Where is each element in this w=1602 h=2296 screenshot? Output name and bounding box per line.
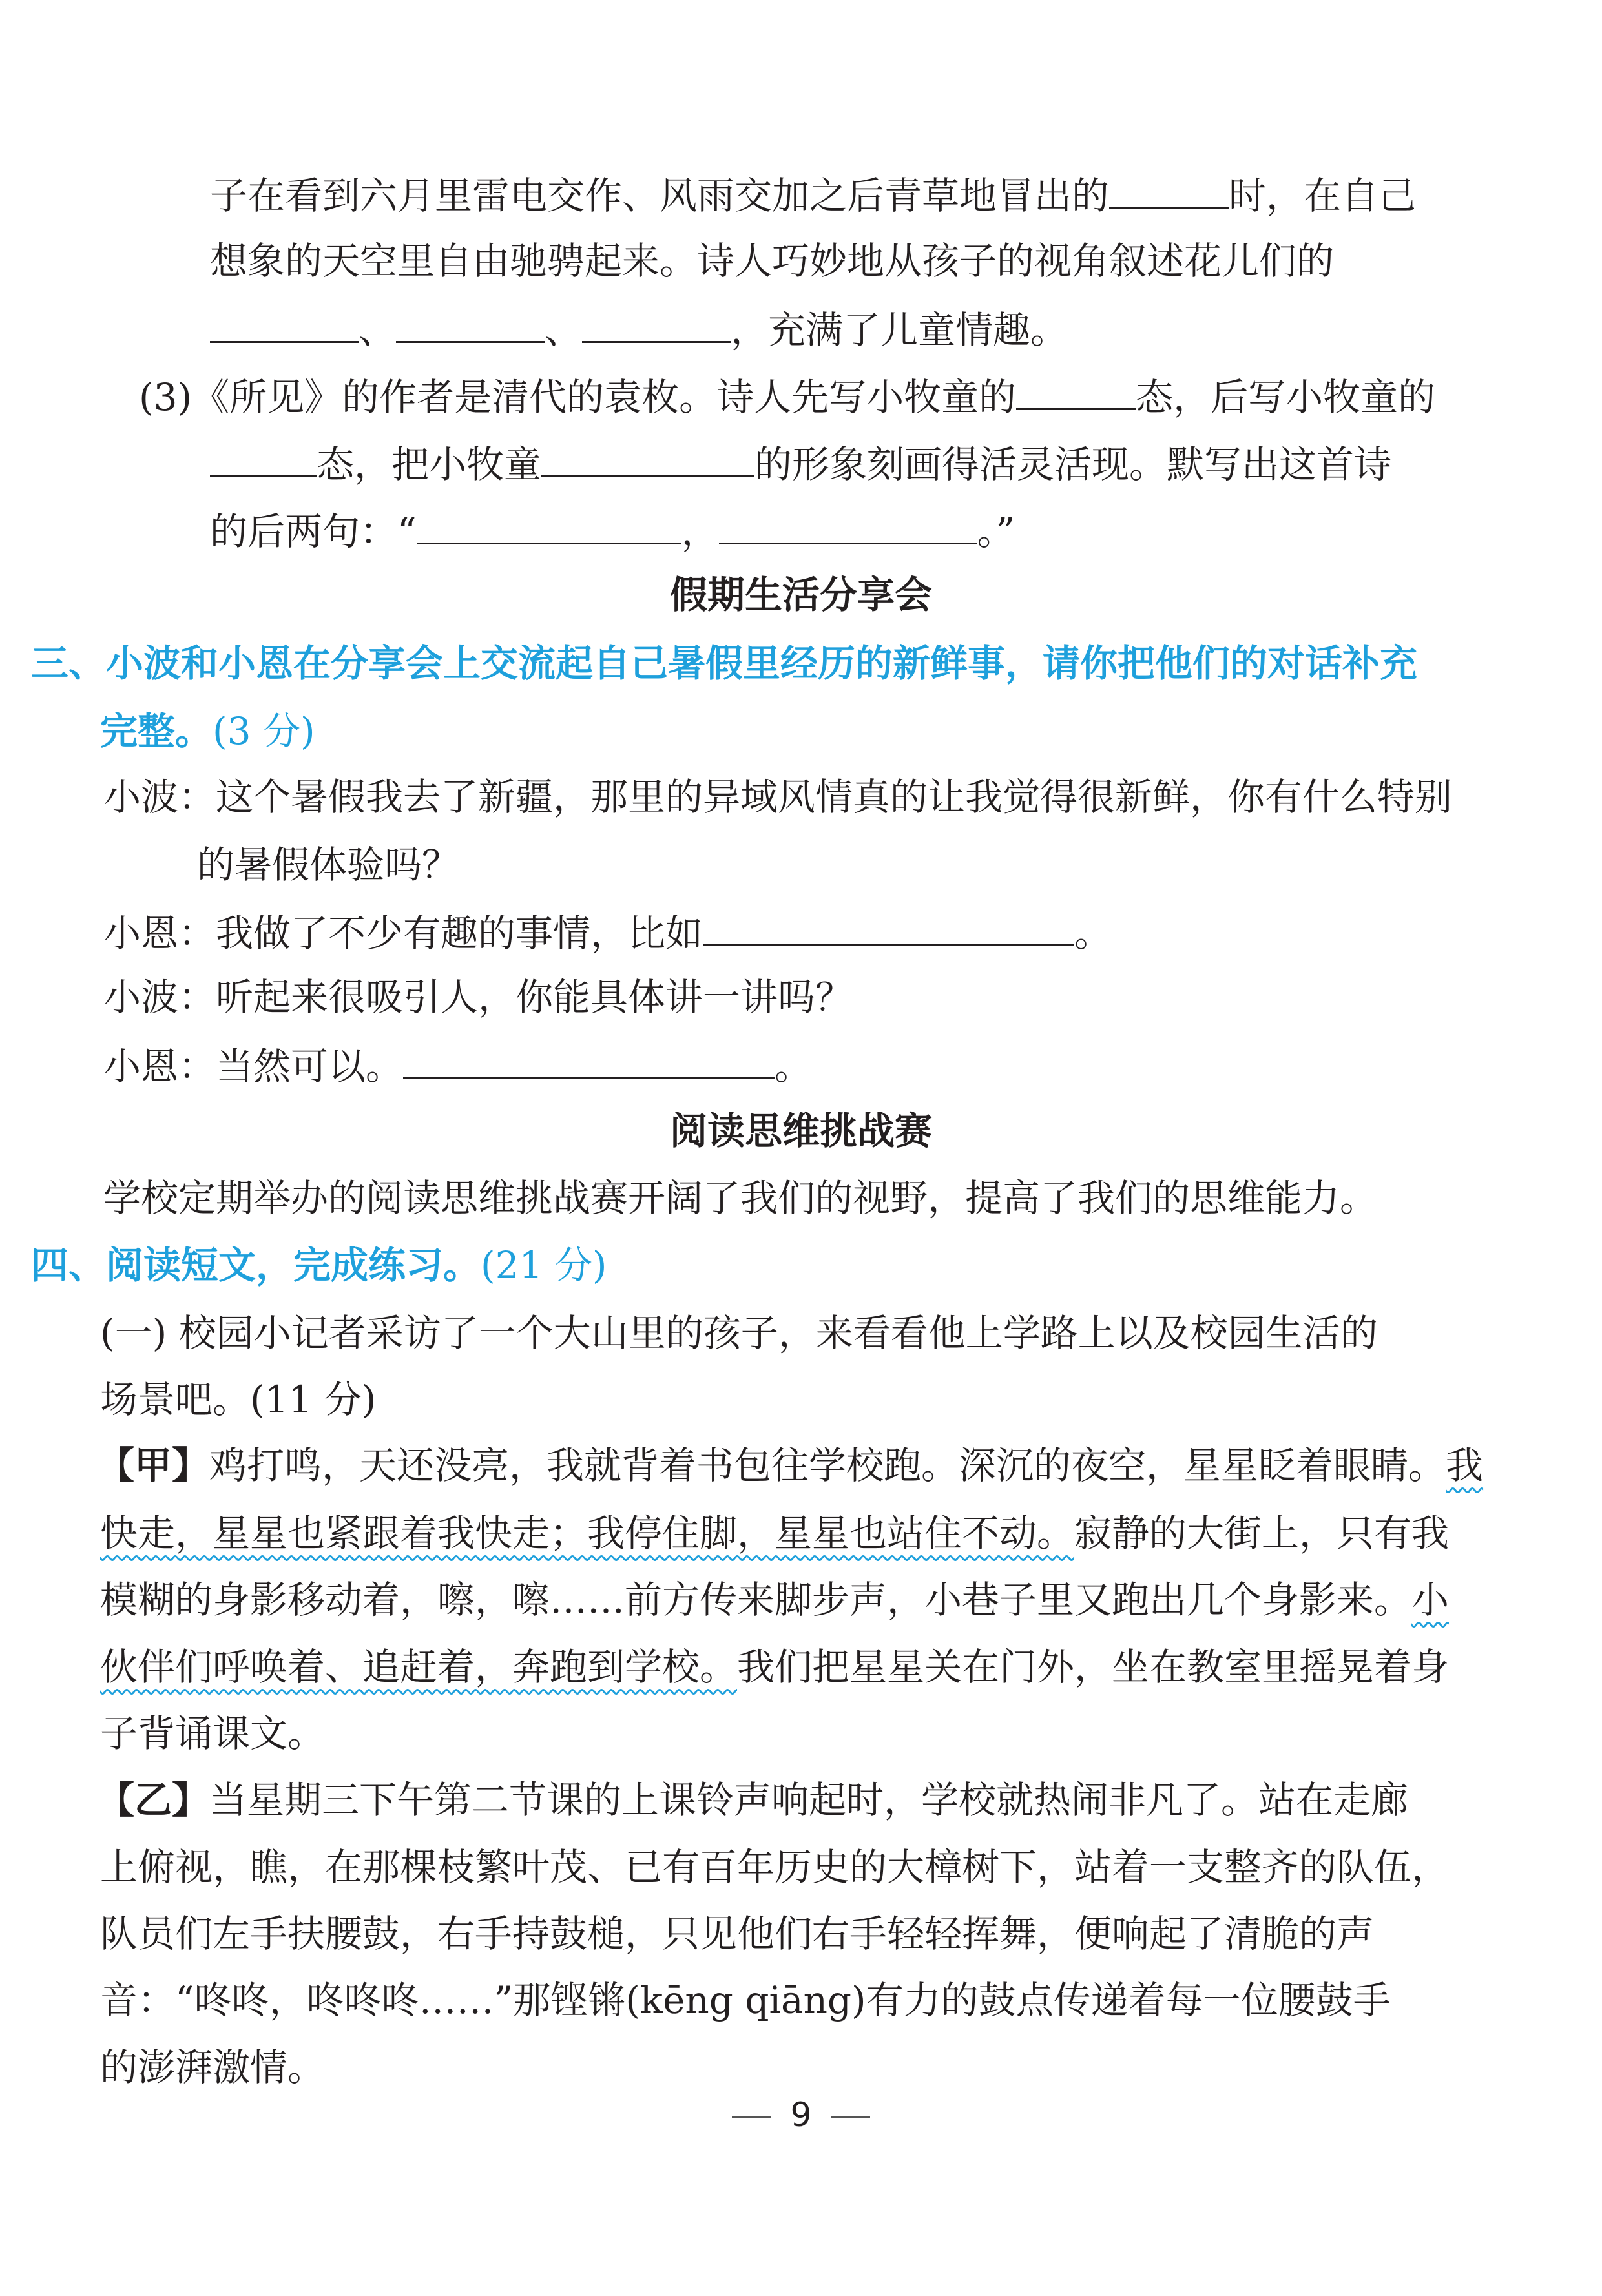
passage-yi-line: 的澎湃激情。 [100,2045,326,2089]
passage-label-yi: 【乙】 [97,1778,210,1822]
text: 时，在自己 [1229,174,1417,218]
wavy-underlined-sentence: 我 [1446,1443,1484,1487]
question-4-score: (21 分) [481,1243,607,1287]
answer-blank[interactable] [719,510,977,544]
text: (3)《所见》的作者是清代的袁枚。诗人先写小牧童的 [139,375,1017,419]
dash-decoration [831,2116,870,2118]
answer-blank[interactable] [1016,376,1136,410]
answer-blank[interactable] [396,309,545,343]
text: 态，把小牧童 [317,442,542,486]
page-number-value: 9 [790,2096,812,2135]
section-heading-reading: 阅读思维挑战赛 [669,1109,932,1153]
poem-q-line2: 想象的天空里自由驰骋起来。诗人巧妙地从孩子的视角叙述花儿们的 [210,239,1335,283]
answer-blank[interactable] [417,510,681,544]
text: 我们把星星关在门外，坐在教室里摇晃着身 [737,1645,1450,1689]
text: 的形象刻画得活灵活现。默写出这首诗 [754,442,1392,486]
dialog-line: 小波：这个暑假我去了新疆，那里的异域风情真的让我觉得很新鲜，你有什么特别 [103,775,1453,819]
text: 小恩：当然可以。 [103,1044,404,1088]
passage-yi-line: 上俯视，瞧，在那棵枝繁叶茂、已有百年历史的大樟树下，站着一支整齐的队伍， [100,1845,1450,1889]
passage-jia-line [100,1645,1450,1689]
answer-blank[interactable] [703,912,1074,946]
passage-yi-line: 音：“咚咚，咚咚咚……”那铿锵(kēng qiāng)有力的鼓点传递着每一位腰鼓手 [100,1978,1391,2022]
page-number [0,2096,1602,2135]
dialog-line: 的暑假体验吗？ [197,843,460,887]
passage-yi-line [97,1778,1409,1822]
answer-blank[interactable] [210,443,317,477]
passage-jia-line: 子背诵课文。 [100,1712,326,1755]
part1-line1: (一) 校园小记者采访了一个大山里的孩子，来看看他上学路上以及校园生活的 [100,1311,1378,1355]
answer-blank[interactable] [403,1045,775,1079]
answer-blank[interactable] [541,443,754,477]
text: 模糊的身影移动着，嚓，嚓……前方传来脚步声，小巷子里又跑出几个身影来。 [100,1578,1412,1622]
answer-blank[interactable] [1109,174,1229,209]
separator: 、 [545,308,583,352]
reading-intro: 学校定期举办的阅读思维挑战赛开阔了我们的视野，提高了我们的思维能力。 [103,1176,1378,1220]
section-heading-share: 假期生活分享会 [669,573,932,617]
answer-blank[interactable] [582,309,731,343]
wavy-underlined-sentence: 伙伴们呼唤着、追赶着，奔跑到学校。 [100,1645,738,1689]
text: 。” [977,510,1015,553]
passage-jia-line [100,1578,1450,1622]
separator: 、 [359,308,397,352]
text: 。 [1074,911,1112,955]
wavy-underlined-sentence: 小 [1411,1578,1450,1622]
question-4-title-line [31,1243,607,1287]
passage-yi-line: 队员们左手扶腰鼓，右手持鼓槌，只见他们右手轻轻挥舞，便响起了清脆的声 [100,1912,1375,1956]
text: 。 [775,1044,813,1088]
text: 态，后写小牧童的 [1136,375,1436,419]
separator: ， [681,510,719,553]
text: ，充满了儿童情趣。 [731,308,1068,352]
passage-jia-line [100,1511,1450,1555]
part1-line2: 场景吧。(11 分) [100,1378,377,1422]
text: 的后两句：“ [210,510,417,553]
text: 小恩：我做了不少有趣的事情，比如 [103,911,703,955]
passage-label-jia: 【甲】 [97,1443,210,1487]
passage-jia-line [97,1443,1484,1487]
item3-line3 [210,510,1015,553]
item3-line2 [210,442,1392,486]
question-4-title: 四、阅读短文，完成练习。 [31,1243,481,1287]
question-3-title-end: 完整。 [100,709,213,753]
item3-line1 [139,375,1436,419]
poem-q-line1 [210,174,1417,218]
text: 寂静的大街上，只有我 [1074,1511,1450,1555]
text: 鸡打鸣，天还没亮，我就背着书包往学校跑。深沉的夜空，星星眨着眼睛。 [209,1443,1446,1487]
answer-blank[interactable] [210,309,359,343]
question-3-title: 三、小波和小恩在分享会上交流起自己暑假里经历的新鲜事，请你把他们的对话补充 [31,641,1418,685]
text: 子在看到六月里雷电交作、风雨交加之后青草地冒出的 [210,174,1110,218]
question-3-title-line2 [100,709,315,753]
dialog-line: 小波：听起来很吸引人，你能具体讲一讲吗？ [103,975,853,1019]
dialog-line [103,911,1112,955]
wavy-underlined-sentence: 快走，星星也紧跟着我快走；我停住脚，星星也站住不动。 [100,1511,1075,1555]
text: 当星期三下午第二节课的上课铃声响起时，学校就热闹非凡了。站在走廊 [209,1778,1409,1822]
question-3-score: (3 分) [213,709,315,753]
dialog-line [103,1044,813,1088]
dash-decoration [732,2116,771,2118]
poem-q-line3 [210,308,1068,352]
